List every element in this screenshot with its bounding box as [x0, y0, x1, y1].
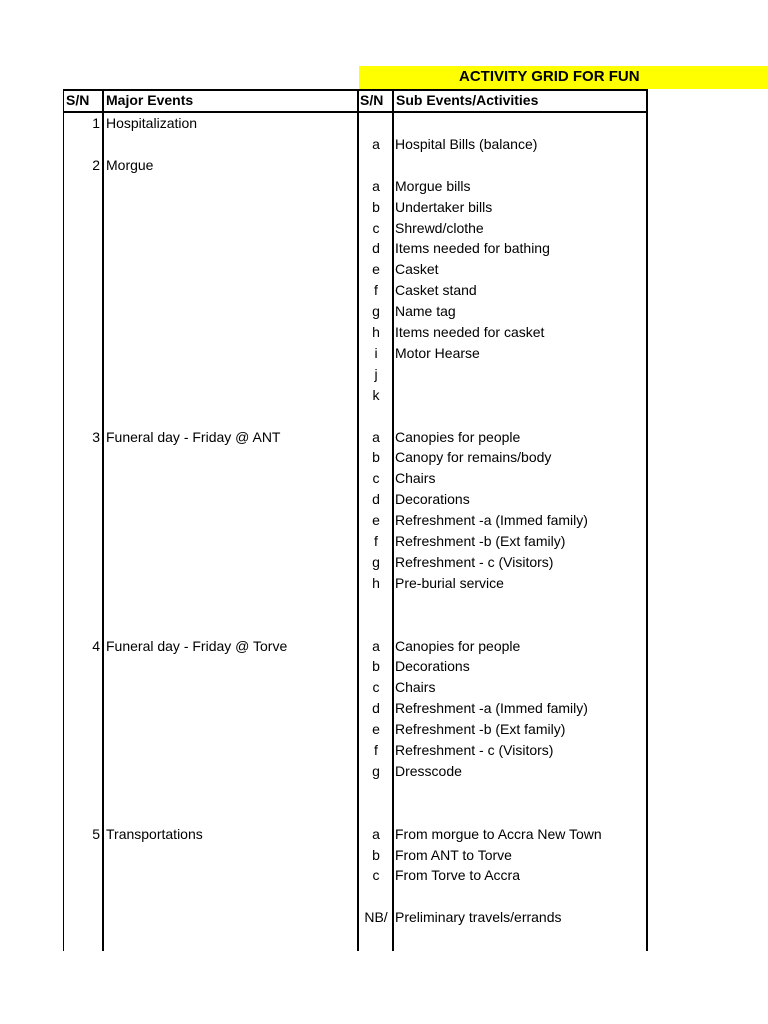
- sub-letter: a: [372, 825, 380, 842]
- sub-event: Chairs: [395, 470, 436, 487]
- sub-letter: f: [374, 282, 378, 299]
- sub-event: Refreshment -a (Immed family): [395, 512, 588, 529]
- sub-event: Items needed for bathing: [395, 240, 550, 257]
- title-banner: [359, 66, 768, 89]
- sheet-title: ACTIVITY GRID FOR FUN: [459, 68, 640, 85]
- table-row: [0, 113, 650, 134]
- table-row: [0, 845, 650, 866]
- sub-event: Dresscode: [395, 762, 462, 779]
- sub-event: Refreshment -b (Ext family): [395, 721, 566, 738]
- sub-event: From ANT to Torve: [395, 846, 512, 863]
- header-top-border: [63, 89, 648, 91]
- sub-letter: j: [374, 365, 378, 382]
- sub-event: Preliminary travels/errands: [395, 909, 562, 926]
- sub-letter: d: [372, 700, 380, 717]
- major-event: Morgue: [106, 156, 154, 173]
- sub-letter: k: [372, 386, 380, 403]
- sub-letter: g: [372, 762, 380, 779]
- row-number: 1: [92, 115, 100, 131]
- sub-event: Shrewd/clothe: [395, 219, 484, 236]
- sub-letter: b: [372, 449, 380, 466]
- sub-event: Decorations: [395, 658, 470, 675]
- table-row: [0, 782, 650, 803]
- table-row: [0, 218, 650, 239]
- row-number: 2: [92, 156, 100, 173]
- table-row: [0, 573, 650, 594]
- table-row: [0, 385, 650, 406]
- sub-event: Canopies for people: [395, 637, 521, 654]
- table-row: [0, 698, 650, 719]
- sub-letter: c: [372, 219, 380, 236]
- table-row: [0, 343, 650, 364]
- table-row: [0, 155, 650, 176]
- sub-letter: e: [372, 512, 380, 529]
- sub-letter: b: [372, 846, 380, 863]
- sub-letter: a: [372, 177, 380, 194]
- table-row: [0, 489, 650, 510]
- sub-event: Refreshment - c (Visitors): [395, 553, 554, 570]
- table-row: [0, 740, 650, 761]
- sub-letter: c: [372, 679, 380, 696]
- major-event: Funeral day - Friday @ ANT: [106, 428, 281, 445]
- sub-letter: f: [374, 742, 378, 758]
- sub-letter: g: [372, 303, 380, 320]
- table-row: [0, 594, 650, 615]
- major-event: Transportations: [106, 825, 203, 842]
- sub-letter: h: [372, 324, 380, 340]
- table-row: [0, 134, 650, 155]
- major-event: Hospitalization: [106, 115, 198, 131]
- sub-letter: a: [372, 135, 380, 152]
- table-row: [0, 176, 650, 197]
- table-row: [0, 656, 650, 677]
- sub-event: Motor Hearse: [395, 344, 480, 361]
- sub-event: Morgue bills: [395, 177, 471, 194]
- sub-letter: f: [374, 533, 378, 549]
- table-row: [0, 280, 650, 301]
- table-row: [0, 364, 650, 385]
- table-row: [0, 803, 650, 824]
- major-event: Funeral day - Friday @ Torve: [106, 637, 288, 654]
- table-row: [0, 552, 650, 573]
- table-row: [0, 197, 650, 218]
- sub-event: From morgue to Accra New Town: [395, 825, 602, 842]
- table-row: [0, 447, 650, 468]
- sub-letter: i: [374, 344, 378, 361]
- sub-event: Decorations: [395, 491, 470, 508]
- table-row: [0, 468, 650, 489]
- sub-letter: d: [372, 491, 380, 508]
- header-sub-events: Sub Events/Activities: [396, 92, 539, 108]
- table-row: [0, 719, 650, 740]
- row-number: 3: [92, 428, 100, 445]
- sub-letter: NB/: [364, 909, 388, 926]
- table-row: [0, 761, 650, 782]
- header-sub-sn: S/N: [360, 92, 384, 108]
- table-row: [0, 510, 650, 531]
- sub-letter: h: [372, 574, 380, 591]
- sub-event: Casket stand: [395, 282, 477, 299]
- table-row: [0, 677, 650, 698]
- table-row: [0, 615, 650, 636]
- table-row: [0, 865, 650, 886]
- sub-event: Canopy for remains/body: [395, 449, 552, 466]
- table-row: [0, 636, 650, 657]
- row-number: 4: [92, 637, 100, 654]
- table-row: [0, 886, 650, 907]
- header-sn: S/N: [66, 92, 90, 108]
- sub-event: Canopies for people: [395, 428, 521, 445]
- sub-letter: a: [372, 637, 380, 654]
- table-row: [0, 301, 650, 322]
- sub-event: Chairs: [395, 679, 436, 696]
- sub-event: Items needed for casket: [395, 324, 545, 340]
- table-row: [0, 238, 650, 259]
- sub-event: Refreshment - c (Visitors): [395, 742, 554, 758]
- header-major-events: Major Events: [106, 92, 194, 108]
- sub-event: Pre-burial service: [395, 574, 504, 591]
- sub-event: Refreshment -b (Ext family): [395, 533, 566, 549]
- sub-event: Undertaker bills: [395, 198, 493, 215]
- sub-letter: e: [372, 721, 380, 738]
- sub-letter: b: [372, 198, 380, 215]
- sub-letter: b: [372, 658, 380, 675]
- row-number: 5: [92, 825, 100, 842]
- table-row: [0, 259, 650, 280]
- table-row: [0, 907, 650, 928]
- table-row: [0, 322, 650, 343]
- sub-letter: e: [372, 261, 380, 278]
- sub-event: Refreshment -a (Immed family): [395, 700, 588, 717]
- sub-event: Casket: [395, 261, 439, 278]
- sub-letter: c: [372, 470, 380, 487]
- sub-letter: g: [372, 553, 380, 570]
- sub-letter: a: [372, 428, 380, 445]
- sub-event: Hospital Bills (balance): [395, 135, 538, 152]
- sub-letter: c: [372, 867, 380, 884]
- sub-letter: d: [372, 240, 380, 257]
- table-row: [0, 531, 650, 552]
- sub-event: Name tag: [395, 303, 456, 320]
- sub-event: From Torve to Accra: [395, 867, 521, 884]
- table-row: [0, 406, 650, 427]
- table-row: [0, 824, 650, 845]
- table-row: [0, 427, 650, 448]
